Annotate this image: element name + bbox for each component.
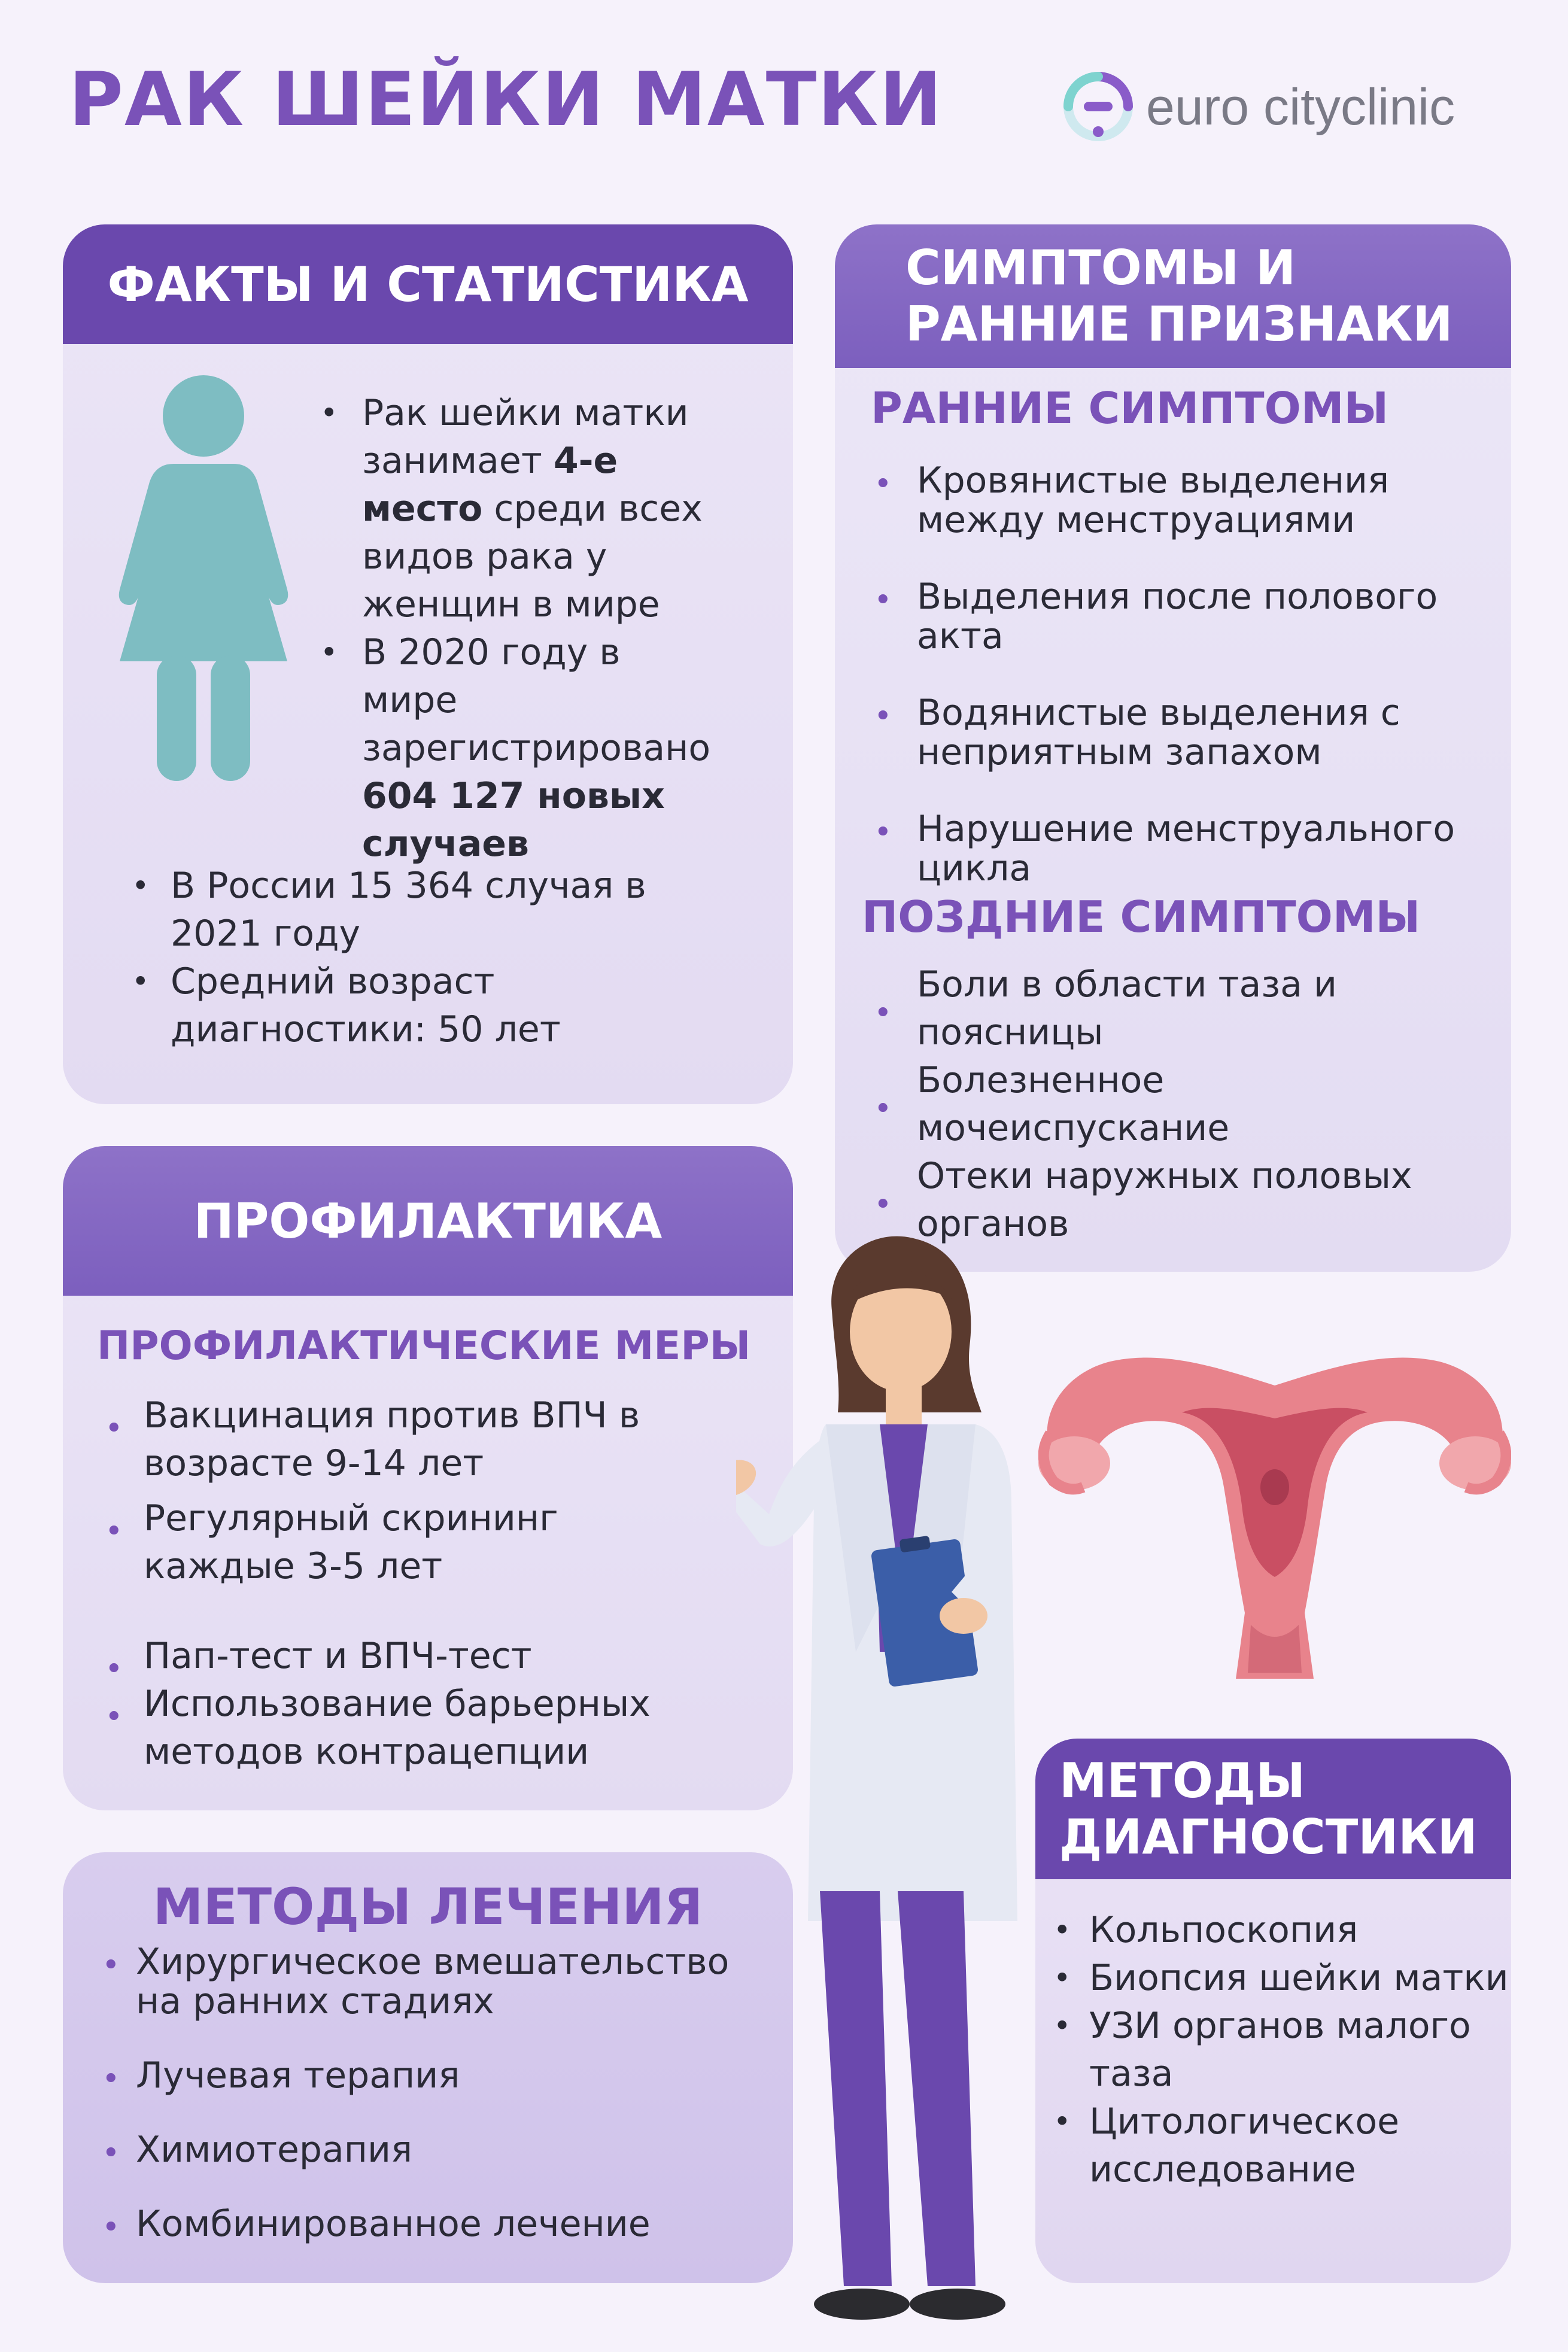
late-symptoms-list <box>835 961 1499 1248</box>
list-item: • Вакцинация против ВПЧ в возрасте 9-14 лет <box>63 1391 673 1487</box>
early-symptoms-list <box>835 461 1499 925</box>
list-item: • Хирургическое вмешательство на ранних стадиях <box>63 1942 769 2021</box>
list-item: • Водянистые выделения с неприятным запахом <box>835 693 1499 772</box>
early-symptoms-title: РАННИЕ СИМПТОМЫ <box>871 383 1389 433</box>
treatment-card <box>63 1852 793 2283</box>
woman-figure-icon <box>108 374 299 781</box>
symptoms-title-line1: СИМПТОМЫ И <box>905 240 1296 296</box>
prevention-list <box>63 1391 673 1776</box>
list-item: • Нарушение менструального цикла <box>835 809 1499 888</box>
list-item: • Пап-тест и ВПЧ-тест <box>63 1632 673 1680</box>
list-item: • В России 15 364 случая в 2021 году <box>63 862 709 958</box>
list-item: • Кровянистые выделения между менструациями <box>835 461 1499 540</box>
diagnostics-title-line2: ДИАГНОСТИКИ <box>1059 1809 1478 1865</box>
late-symptoms-title: ПОЗДНИЕ СИМПТОМЫ <box>862 892 1421 942</box>
list-item: • Цитологическое исследование <box>1035 2098 1511 2193</box>
treatment-list <box>63 1942 793 2278</box>
logo-mark-icon <box>1062 71 1134 142</box>
list-item: • Кольпоскопия <box>1035 1906 1511 1954</box>
list-item: • Использование барьерных методов контрацепции <box>63 1680 673 1776</box>
list-item: • Выделения после полового акта <box>835 577 1499 656</box>
list-item: • Болезненное мочеиспускание <box>835 1056 1373 1152</box>
facts-header <box>63 224 793 344</box>
facts-title: ФАКТЫ И СТАТИСТИКА <box>107 256 749 312</box>
list-item: • Рак шейки матки занимает 4-е место среди всех видов рака у женщин в мире <box>296 389 715 628</box>
facts-list-world <box>296 389 715 868</box>
list-item: • Боли в области таза и поясницы <box>835 961 1373 1056</box>
list-item: • Комбинированное лечение <box>63 2204 793 2244</box>
facts-list-russia <box>63 862 709 1053</box>
diagnostics-title-line1: МЕТОДЫ <box>1059 1752 1305 1809</box>
list-item: • Биопсия шейки матки <box>1035 1954 1511 2002</box>
list-item: • Лучевая терапия <box>63 2056 793 2095</box>
list-item: • Отеки наружных половых органов <box>835 1152 1433 1248</box>
clinic-logo[interactable] <box>1062 71 1493 142</box>
list-item: • Регулярный скрининг каждые 3-5 лет <box>63 1494 673 1590</box>
list-item: • Средний возраст диагностики: 50 лет <box>63 958 709 1053</box>
symptoms-title-line2: РАННИЕ ПРИЗНАКИ <box>905 296 1453 352</box>
symptoms-header <box>835 224 1511 368</box>
logo-text: euro cityclinic <box>1146 78 1455 136</box>
list-item: • УЗИ органов малого таза <box>1035 2002 1511 2098</box>
list-item: • Химиотерапия <box>63 2130 793 2169</box>
prevention-subtitle: ПРОФИЛАКТИЧЕСКИЕ МЕРЫ <box>97 1323 751 1369</box>
list-item: • В 2020 году в мире зарегистрировано 604 127 новых случаев <box>296 628 715 868</box>
diagnostics-list <box>1035 1906 1511 2193</box>
treatment-title: МЕТОДЫ ЛЕЧЕНИЯ <box>153 1877 703 1936</box>
diagnostics-card <box>1035 1739 1511 2283</box>
prevention-header <box>63 1146 793 1296</box>
diagnostics-header <box>1035 1739 1511 1879</box>
prevention-title: ПРОФИЛАКТИКА <box>193 1193 663 1249</box>
page-title: РАК ШЕЙКИ МАТКИ <box>69 57 943 143</box>
